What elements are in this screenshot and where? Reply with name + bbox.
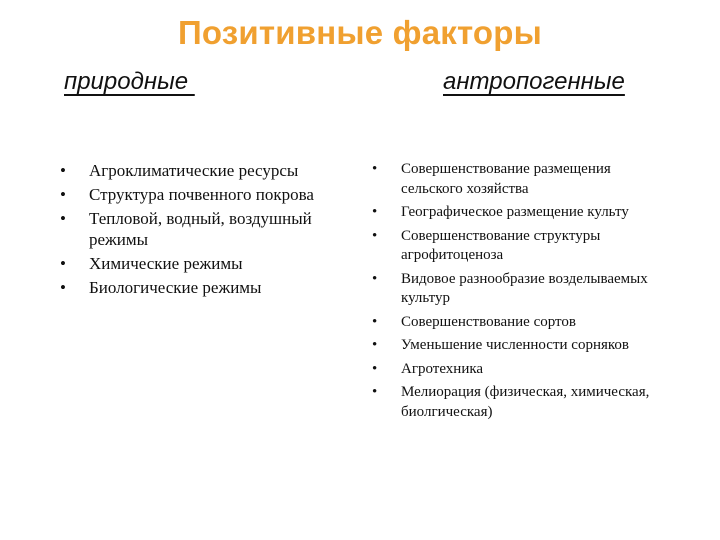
list-item-text: Агротехника [401,360,484,377]
slide-title: Позитивные факторы [177,14,543,51]
list-item [60,160,350,181]
list-item-text: Структура почвенного покрова [89,185,314,204]
list-item [372,360,672,380]
list-item [372,383,672,422]
list-item-text: Видовое разнообразие возделываемых культур [401,270,648,306]
list-item-text: Географическое размещение культу [401,204,629,220]
heading-anthropogenic-factors: антропогенные [443,68,625,95]
list-item [60,253,350,274]
bullet-icon: • [372,360,378,377]
heading-natural-factors: природные [64,68,195,95]
bullet-icon: • [372,227,378,244]
list-item-text: Мелиорация (физическая, химическая, биолгическая) [401,384,650,420]
list-item-text: Химические режимы [89,254,243,273]
list-item-text: Совершенствование структуры агрофитоценоза [401,227,601,263]
list-item-text: Уменьшение численности сорняков [401,337,629,353]
bullet-icon: • [60,254,66,273]
bullet-icon: • [372,204,378,220]
bullet-icon: • [372,337,378,353]
list-item-text: Совершенствование сортов [401,313,576,330]
list-item-text: Тепловой, водный, воздушный режимы [89,209,312,249]
list-item-text: Агроклиматические ресурсы [89,161,299,180]
list-item [372,270,672,309]
list-item [372,336,672,356]
list-item [60,184,350,205]
bullet-icon: • [60,278,66,297]
list-item [372,313,672,333]
bullet-icon: • [60,161,66,180]
list-item-text: Биологические режимы [89,278,262,297]
list-item [372,160,672,199]
bullet-icon: • [372,313,378,330]
list-item [60,277,350,298]
bullet-icon: • [60,185,66,204]
bullet-icon: • [372,270,378,287]
list-item [372,203,672,223]
bullet-icon: • [60,209,66,228]
bullet-icon: • [372,161,378,177]
list-item-text: Совершенствование размещения сельского хозяйства [401,161,611,197]
list-item [60,208,350,250]
bullet-icon: • [372,384,378,400]
natural-factors-list [60,160,350,301]
anthropogenic-factors-list [372,160,672,426]
list-item [372,227,672,266]
